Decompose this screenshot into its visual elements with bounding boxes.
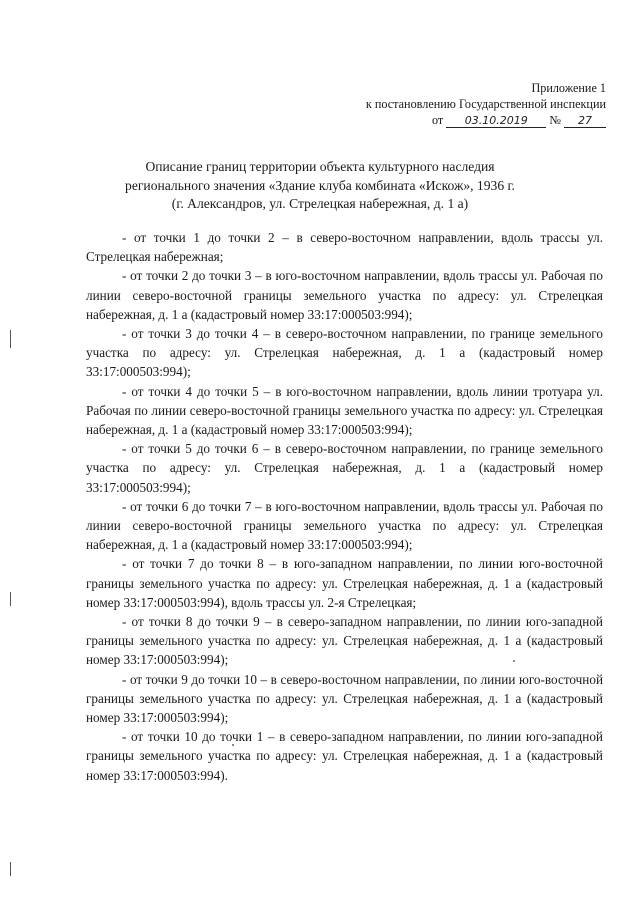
boundary-paragraph: - от точки 6 до точки 7 – в юго-восточном направлении, вдоль трассы ул. Рабочая по линии северо-восточной границы земельного участка по адресу: ул. Стрелецкая набережная, д. 1 а (кадастровый номер 33:17:000503:994); (86, 498, 603, 553)
title-line-3: (г. Александров, ул. Стрелецкая набережная, д. 1 а) (171, 196, 469, 211)
handwritten-date: 03.10.2019 (446, 115, 546, 128)
boundary-paragraph: - от точки 7 до точки 8 – в юго-западном направлении, по линии юго-восточной границы земельного участка по адресу: ул. Стрелецкая набережная, д. 1 а (кадастровый номер 33:17:000503:994), вдоль трассы ул. 2-я Стрелецкая; (86, 556, 603, 610)
boundary-paragraph: - от точки 10 до точки 1 – в северо-западном направлении, по линии юго-западной границы земельного участка по адресу: ул. Стрелецкая набережная, д. 1 а (кадастровый номер 33:17:000503:994). (86, 729, 603, 783)
boundary-description (86, 228, 603, 785)
boundary-paragraph: - от точки 2 до точки 3 – в юго-восточном направлении, вдоль трассы ул. Рабочая по линии северо-восточной границы земельного участка по адресу: ул. Стрелецкая набережная, д. 1 а (кадастровый номер 33:17:000503:994); (86, 268, 603, 322)
boundary-paragraph: - от точки 3 до точки 4 – в северо-восточном направлении, по границе земельного участка по адресу: ул. Стрелецкая набережная, д. 1 а (кадастровый номер 33:17:000503:994); (86, 326, 603, 380)
title-line-1: Описание границ территории объекта культурного наследия (145, 159, 495, 174)
appendix-header (366, 80, 606, 128)
scan-edge-mark (10, 592, 11, 606)
document-title (60, 158, 580, 214)
boundary-paragraph: - от точки 5 до точки 6 – в северо-восточном направлении, по границе земельного участка по адресу: ул. Стрелецкая набережная, д. 1 а (кадастровый номер 33:17:000503:994); (86, 441, 603, 495)
handwritten-number: 27 (564, 115, 606, 128)
boundary-paragraph: - от точки 1 до точки 2 – в северо-восточном направлении, вдоль трассы ул. Стрелецкая набережная; (86, 230, 603, 265)
scan-edge-mark (10, 862, 11, 876)
number-label: № (549, 113, 561, 127)
appendix-reference: к постановлению Государственной инспекции (365, 97, 606, 111)
appendix-date-number-line (366, 112, 606, 128)
boundary-paragraph: - от точки 8 до точки 9 – в северо-западном направлении, по линии юго-западной границы земельного участка по адресу: ул. Стрелецкая набережная, д. 1 а (кадастровый номер 33:17:000503:994); (86, 614, 603, 668)
scan-edge-mark (10, 330, 11, 348)
appendix-title: Приложение 1 (531, 81, 606, 95)
title-line-2: регионального значения «Здание клуба комбината «Искож», 1936 г. (125, 177, 515, 193)
boundary-paragraph: - от точки 9 до точки 10 – в северо-восточном направлении, по линии юго-восточной границы земельного участка по адресу: ул. Стрелецкая набережная, д. 1 а (кадастровый номер 33:17:000503:994); (86, 671, 603, 726)
boundary-paragraph: - от точки 4 до точки 5 – в юго-восточном направлении, вдоль линии тротуара ул. Рабочая по линии северо-восточной границы земельного участка по адресу: ул. Стрелецкая набережная, д. 1 а (кадастровый номер 33:17:000503:994); (86, 383, 603, 438)
from-label: от (431, 113, 444, 127)
